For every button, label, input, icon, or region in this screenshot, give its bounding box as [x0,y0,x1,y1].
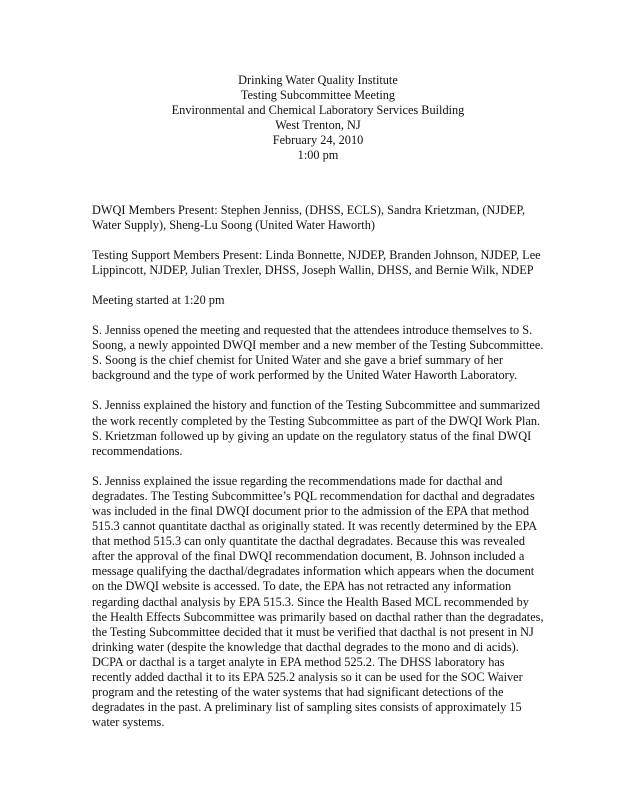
members-present: DWQI Members Present: Stephen Jenniss, (DHSS, ECLS), Sandra Krietzman, (NJDEP, Water Supply), Sheng-Lu Soong (United Water Haworth) [92,202,526,232]
support-members-present: Testing Support Members Present: Linda Bonnette, NJDEP, Branden Johnson, NJDEP, Lee Lippincott, NJDEP, Julian Trexler, DHSS, Joseph Wallin, DHSS, and Bernie Wilk, NDEP [92,247,541,277]
meeting-start-time: Meeting started at 1:20 pm [92,292,225,307]
meeting-location: West Trenton, NJ [275,118,361,133]
paragraph-introductions: S. Jenniss opened the meeting and requested that the attendees introduce themselves to S. Soong, a newly appointed DWQI member and a new member of the Testing Subcommittee. S. Soong is the chief chemist for United Water and she gave a brief summary of her background and the type of work performed by the United Water Haworth Laboratory. [92,323,544,383]
meeting-time: 1:00 pm [297,148,339,163]
paragraph-history: S. Jenniss explained the history and function of the Testing Subcommittee and summarized the work recently completed by the Testing Subcommittee as part of the DWQI Work Plan. S. Krietzman followed up by giving an update on the regulatory status of the final DWQI recommendations. [92,398,541,458]
meeting-header [92,73,544,164]
institute-name: Drinking Water Quality Institute [238,73,398,87]
meeting-title: Testing Subcommittee Meeting [240,88,396,103]
paragraph-dacthal: S. Jenniss explained the issue regarding the recommendations made for dacthal and degradates. The Testing Subcommittee’s PQL recommendation for dacthal and degradates was included in the final DWQI document prior to the admission of the EPA that method 515.3 cannot quantitate dacthal as originally stated. It was recently determined by the EPA that method 515.3 can only quantitate the dacthal degradates. Because this was revealed after the approval of the final DWQI recommendation document, B. Johnson included a message qualifying the dacthal/degradates information which appears when the document on the DWQI website is accessed. To date, the EPA has not retracted any information regarding dacthal analysis by EPA 515.3. Since the Health Based MCL recommended by the Health Effects Subcommittee was primarily based on dacthal rather than the degradates, the Testing Subcommittee decided that it must be verified that dacthal is not present in NJ drinking water (despite the knowledge that dacthal degrades to the mono and di acids). DCPA or dacthal is a target analyte in EPA method 525.2. The DHSS laboratory has recently added dacthal it to its EPA 525.2 analysis so it can be used for the SOC Waiver program and the retesting of the water systems that had significant detections of the degradates in the past. A preliminary list of sampling sites consists of approximately 15 water systems. [92,473,544,730]
meeting-date: February 24, 2010 [272,133,364,148]
building-name: Environmental and Chemical Laboratory Services Building [171,103,465,118]
